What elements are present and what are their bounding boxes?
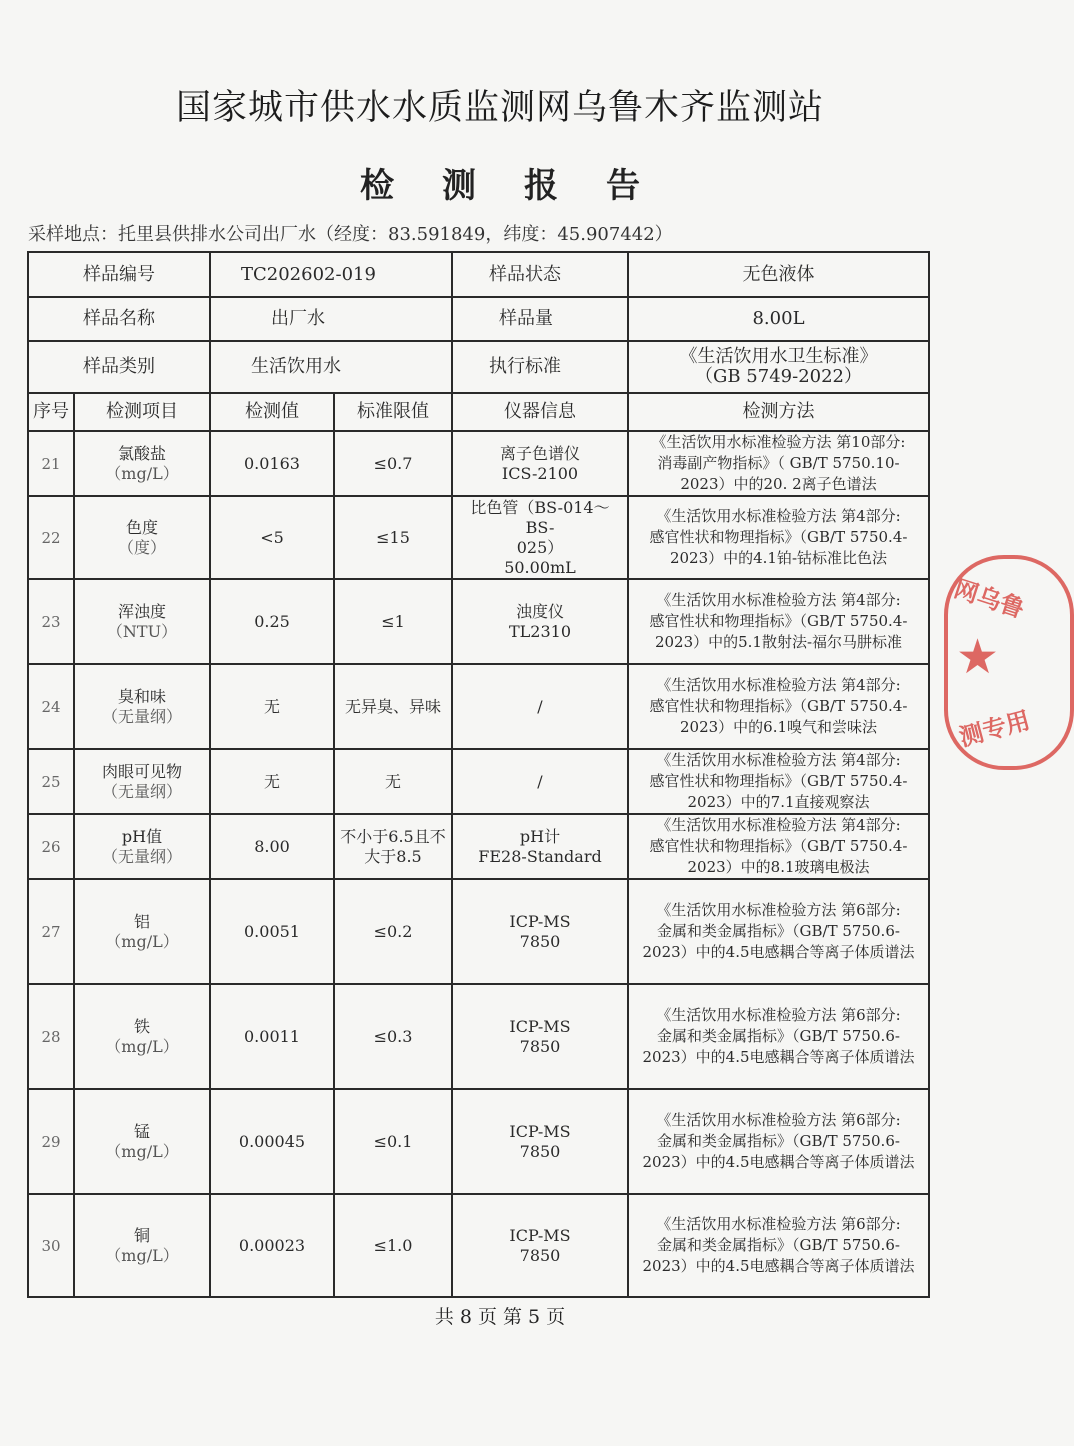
star-icon: ★	[956, 629, 1000, 685]
item-unit: （mg/L）	[105, 1036, 179, 1056]
column-header-row	[28, 393, 929, 431]
col-header-seq: 序号	[28, 393, 74, 431]
test-value: 0.00023	[238, 1235, 306, 1255]
sample-category-label: 样品类别	[28, 341, 210, 393]
cell-limit	[334, 814, 452, 879]
data-rows	[28, 431, 929, 1297]
item-name: pH值	[121, 826, 163, 846]
cell-item	[74, 879, 210, 984]
method-line: 2023）中的4.5电感耦合等离子体质谱法	[642, 1257, 915, 1275]
report-title: 检测报告	[360, 166, 688, 206]
seq-number: 21	[41, 454, 61, 473]
cell-item	[74, 1089, 210, 1194]
item-name: 铝	[133, 911, 150, 931]
cell-instrument	[452, 814, 628, 879]
test-value: 0.25	[254, 611, 290, 631]
method-line: 2023）中的4.5电感耦合等离子体质谱法	[642, 943, 915, 961]
method-line: 2023）中的5.1散射法-福尔马肼标准	[654, 633, 903, 651]
cell-limit	[334, 664, 452, 749]
seq-number: 30	[41, 1236, 61, 1255]
method-line: 感官性状和物理指标》（GB/T 5750.4-	[649, 612, 908, 630]
method-line: 《生活饮用水标准检验方法 第6部分:	[656, 1215, 901, 1233]
table-row	[28, 496, 929, 579]
item-unit: （无量纲）	[101, 706, 182, 726]
test-value: 无	[263, 771, 280, 791]
cell-method	[628, 984, 929, 1089]
standard-label: 执行标准	[452, 341, 628, 393]
item-unit: （NTU）	[106, 621, 178, 641]
instrument-line: 离子色谱仪	[499, 443, 580, 463]
cell-item	[74, 496, 210, 579]
method-line: 《生活饮用水标准检验方法 第10部分:	[651, 433, 906, 451]
instrument-line: FE28-Standard	[478, 846, 602, 866]
test-value: 0.0163	[244, 453, 300, 473]
method-line: 感官性状和物理指标》（GB/T 5750.4-	[649, 837, 908, 855]
cell-instrument	[452, 579, 628, 664]
item-unit: （mg/L）	[105, 931, 179, 951]
instrument-line: ICP-MS	[509, 1016, 571, 1036]
item-unit: （无量纲）	[101, 846, 182, 866]
cell-seq	[28, 496, 74, 579]
item-name: 铁	[133, 1016, 150, 1036]
cell-seq	[28, 664, 74, 749]
cell-seq	[28, 879, 74, 984]
col-header-instrument: 仪器信息	[452, 393, 628, 431]
col-header-value: 检测值	[210, 393, 334, 431]
cell-item	[74, 431, 210, 496]
sample-state-label: 样品状态	[452, 252, 628, 297]
org-title: 国家城市供水水质监测网乌鲁木齐监测站	[175, 88, 824, 128]
table-row	[28, 814, 929, 879]
stamp-text-top: 网乌鲁	[950, 574, 1028, 624]
seq-number: 23	[41, 612, 61, 631]
cell-seq	[28, 431, 74, 496]
item-unit: （无量纲）	[101, 781, 182, 801]
method-line: 感官性状和物理指标》（GB/T 5750.4-	[649, 528, 908, 546]
method-line: 2023）中的6.1嗅气和尝味法	[679, 718, 878, 736]
item-unit: （mg/L）	[105, 463, 179, 483]
instrument-line: 7850	[519, 1141, 561, 1161]
sample-category-value: 生活饮用水	[210, 341, 452, 393]
test-value: 0.00045	[238, 1131, 306, 1151]
cell-instrument	[452, 1089, 628, 1194]
cell-instrument	[452, 1194, 628, 1297]
instrument-line: 7850	[519, 1245, 561, 1265]
cell-limit	[334, 496, 452, 579]
sample-state-value: 无色液体	[628, 252, 929, 297]
cell-instrument	[452, 431, 628, 496]
method-line: 2023）中的4.5电感耦合等离子体质谱法	[642, 1048, 915, 1066]
sample-qty-value: 8.00L	[628, 297, 929, 341]
standard-limit: ≤15	[376, 527, 410, 547]
method-line: 《生活饮用水标准检验方法 第4部分:	[656, 751, 901, 769]
method-line: 2023）中的20. 2离子色谱法	[680, 475, 877, 493]
seq-number: 29	[41, 1132, 61, 1151]
method-line: 《生活饮用水标准检验方法 第6部分:	[656, 1111, 901, 1129]
method-line: 2023）中的7.1直接观察法	[687, 793, 870, 811]
standard-limit: ≤0.1	[373, 1131, 413, 1151]
method-line: 《生活饮用水标准检验方法 第4部分:	[656, 591, 901, 609]
standard-limit: 不小于6.5且不大于8.5	[340, 826, 446, 866]
cell-seq	[28, 1194, 74, 1297]
cell-seq	[28, 1089, 74, 1194]
cell-limit	[334, 579, 452, 664]
item-name: 氯酸盐	[117, 443, 166, 463]
sample-name-value: 出厂水	[210, 297, 452, 341]
info-row	[28, 341, 929, 393]
standard-limit: ≤1	[381, 611, 405, 631]
cell-item	[74, 984, 210, 1089]
seq-number: 25	[41, 772, 61, 791]
cell-item	[74, 579, 210, 664]
table-row	[28, 431, 929, 496]
item-name: 臭和味	[117, 686, 166, 706]
seq-number: 22	[41, 528, 61, 547]
standard-limit: ≤0.2	[373, 921, 413, 941]
info-row	[28, 252, 929, 297]
cell-item	[74, 1194, 210, 1297]
item-name: 肉眼可见物	[101, 761, 182, 781]
method-line: 2023）中的4.5电感耦合等离子体质谱法	[642, 1153, 915, 1171]
method-line: 感官性状和物理指标》（GB/T 5750.4-	[649, 772, 908, 790]
table-row	[28, 1089, 929, 1194]
cell-instrument	[452, 879, 628, 984]
cell-seq	[28, 814, 74, 879]
method-line: 《生活饮用水标准检验方法 第4部分:	[656, 816, 901, 834]
cell-value	[210, 664, 334, 749]
cell-limit	[334, 749, 452, 814]
method-line: 金属和类金属指标》（GB/T 5750.6-	[657, 1027, 900, 1045]
table-row	[28, 664, 929, 749]
method-line: 《生活饮用水标准检验方法 第6部分:	[656, 901, 901, 919]
table-row	[28, 579, 929, 664]
method-line: 《生活饮用水标准检验方法 第6部分:	[656, 1006, 901, 1024]
cell-method	[628, 1194, 929, 1297]
instrument-line: pH计	[519, 826, 561, 846]
cell-value	[210, 749, 334, 814]
cell-method	[628, 431, 929, 496]
cell-limit	[334, 1089, 452, 1194]
item-name: 锰	[133, 1121, 150, 1141]
cell-method	[628, 879, 929, 984]
standard-limit: 无	[384, 771, 401, 791]
seq-number: 27	[41, 922, 61, 941]
standard-limit: ≤0.3	[373, 1026, 413, 1046]
instrument-line: ICP-MS	[509, 1121, 571, 1141]
test-value: 无	[263, 696, 280, 716]
cell-value	[210, 579, 334, 664]
col-header-limit: 标准限值	[334, 393, 452, 431]
standard-limit: 无异臭、异味	[344, 696, 441, 716]
table-row	[28, 984, 929, 1089]
instrument-line: ICS-2100	[501, 463, 579, 483]
table-row	[28, 749, 929, 814]
seq-number: 28	[41, 1027, 61, 1046]
method-line: 《生活饮用水标准检验方法 第4部分:	[656, 507, 901, 525]
cell-value	[210, 1089, 334, 1194]
test-value: 8.00	[254, 836, 290, 856]
item-name: 色度	[125, 517, 158, 537]
cell-item	[74, 664, 210, 749]
table-row	[28, 1194, 929, 1297]
instrument-line: 7850	[519, 931, 561, 951]
cell-limit	[334, 431, 452, 496]
standard-code: （GB 5749-2022）	[694, 366, 863, 387]
col-header-item: 检测项目	[74, 393, 210, 431]
standard-limit: ≤0.7	[373, 453, 413, 473]
instrument-line: ICP-MS	[509, 1225, 571, 1245]
instrument-line: TL2310	[508, 621, 571, 641]
standard-limit: ≤1.0	[373, 1235, 413, 1255]
cell-limit	[334, 984, 452, 1089]
method-line: 2023）中的4.1铂-钴标准比色法	[669, 549, 888, 567]
instrument-line: 50.00mL	[504, 557, 576, 577]
instrument-line: ICP-MS	[509, 911, 571, 931]
stamp-text-bottom: 测专用	[956, 706, 1034, 752]
cell-limit	[334, 879, 452, 984]
method-line: 金属和类金属指标》（GB/T 5750.6-	[657, 922, 900, 940]
cell-value	[210, 879, 334, 984]
cell-item	[74, 814, 210, 879]
item-name: 浑浊度	[117, 601, 166, 621]
cell-item	[74, 749, 210, 814]
cell-value	[210, 1194, 334, 1297]
cell-value	[210, 496, 334, 579]
cell-limit	[334, 1194, 452, 1297]
instrument-line: 025）	[516, 537, 564, 557]
method-line: 金属和类金属指标》（GB/T 5750.6-	[657, 1132, 900, 1150]
cell-value	[210, 431, 334, 496]
method-line: 感官性状和物理指标》（GB/T 5750.4-	[649, 697, 908, 715]
cell-seq	[28, 749, 74, 814]
instrument-line: /	[537, 696, 543, 716]
item-unit: （mg/L）	[105, 1141, 179, 1161]
cell-seq	[28, 579, 74, 664]
sample-qty-label: 样品量	[452, 297, 628, 341]
method-line: 2023）中的8.1玻璃电极法	[687, 858, 870, 876]
method-line: 金属和类金属指标》（GB/T 5750.6-	[657, 1236, 900, 1254]
cell-method	[628, 664, 929, 749]
cell-value	[210, 984, 334, 1089]
test-value: 0.0051	[244, 921, 300, 941]
item-unit: （度）	[117, 537, 166, 557]
cell-value	[210, 814, 334, 879]
report-table	[27, 251, 930, 1298]
test-value: <5	[260, 527, 284, 547]
red-seal-stamp	[944, 555, 1074, 770]
sample-id-value: TC202602-019	[210, 252, 452, 297]
table-row	[28, 879, 929, 984]
instrument-line: 比色管（BS-014～BS-	[470, 497, 610, 537]
item-name: 铜	[133, 1225, 150, 1245]
cell-instrument	[452, 664, 628, 749]
seq-number: 24	[41, 697, 61, 716]
instrument-line: 浊度仪	[515, 601, 564, 621]
instrument-line: 7850	[519, 1036, 561, 1056]
cell-instrument	[452, 984, 628, 1089]
cell-method	[628, 496, 929, 579]
method-line: 消毒副产物指标》（ GB/T 5750.10-	[657, 454, 900, 472]
sample-name-label: 样品名称	[28, 297, 210, 341]
cell-method	[628, 1089, 929, 1194]
info-row	[28, 297, 929, 341]
test-value: 0.0011	[244, 1026, 300, 1046]
sample-id-label: 样品编号	[28, 252, 210, 297]
cell-instrument	[452, 749, 628, 814]
cell-seq	[28, 984, 74, 1089]
cell-instrument	[452, 496, 628, 579]
instrument-line: /	[537, 771, 543, 791]
cell-method	[628, 814, 929, 879]
method-line: 《生活饮用水标准检验方法 第4部分:	[656, 676, 901, 694]
standard-name: 《生活饮用水卫生标准》	[679, 346, 878, 367]
seq-number: 26	[41, 837, 61, 856]
col-header-method: 检测方法	[628, 393, 929, 431]
cell-method	[628, 749, 929, 814]
sampling-site: 采样地点：托里县供排水公司出厂水（经度：83.591849，纬度：45.907442）	[28, 224, 673, 245]
page-number: 共 8 页 第 5 页	[434, 1306, 566, 1328]
standard-value	[628, 341, 929, 393]
cell-method	[628, 579, 929, 664]
item-unit: （mg/L）	[105, 1245, 179, 1265]
